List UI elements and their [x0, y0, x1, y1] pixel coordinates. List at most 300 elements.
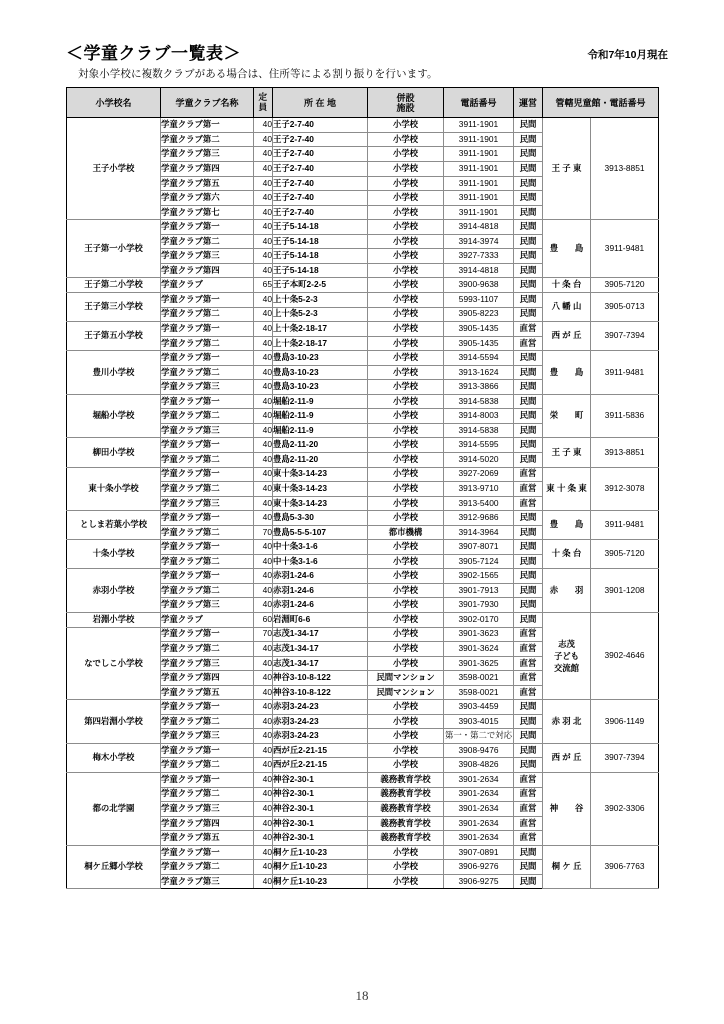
facility-header-line1: 併設	[396, 92, 415, 103]
cell-facility: 小学校	[368, 205, 444, 220]
cell-phone: 3914-5020	[444, 452, 514, 467]
cell-school-name: 王子第一小学校	[67, 220, 161, 278]
cell-management: 民間	[514, 365, 543, 380]
cell-phone: 3927-7333	[444, 249, 514, 264]
cell-capacity: 40	[254, 656, 273, 671]
cell-management: 直営	[514, 467, 543, 482]
cell-club-name: 学童クラブ第三	[161, 380, 254, 395]
cell-address: 神谷3-10-8-122	[273, 671, 368, 686]
cell-hall-name: 西 が 丘	[543, 743, 591, 772]
cell-management: 直営	[514, 322, 543, 337]
cell-facility: 小学校	[368, 656, 444, 671]
cell-management: 民間	[514, 540, 543, 555]
cell-management: 直営	[514, 656, 543, 671]
cell-hall-phone: 3905-7120	[591, 540, 659, 569]
cell-phone: 3901-2634	[444, 802, 514, 817]
cell-hall-phone: 3902-4646	[591, 612, 659, 699]
table-body	[67, 118, 659, 889]
cell-management: 民間	[514, 380, 543, 395]
cell-hall-name: 十 条 台	[543, 278, 591, 293]
cell-address: 豊島3-10-23	[273, 365, 368, 380]
cell-facility: 義務教育学校	[368, 816, 444, 831]
cell-hall-name: 豊 島	[543, 220, 591, 278]
cell-club-name: 学童クラブ第一	[161, 351, 254, 366]
cell-management: 民間	[514, 249, 543, 264]
cell-phone: 3914-8003	[444, 409, 514, 424]
cell-capacity: 40	[254, 773, 273, 788]
cell-phone: 3598-0021	[444, 671, 514, 686]
cell-hall-phone: 3911-9481	[591, 220, 659, 278]
table-row	[67, 278, 659, 293]
cell-management: 民間	[514, 147, 543, 162]
cell-club-name: 学童クラブ第二	[161, 787, 254, 802]
cell-address: 岩淵町6-6	[273, 612, 368, 627]
column-header-address: 所 在 地	[273, 88, 368, 118]
cell-club-name: 学童クラブ第三	[161, 249, 254, 264]
cell-address: 東十条3-14-23	[273, 467, 368, 482]
cell-hall-phone: 3906-7763	[591, 845, 659, 889]
cell-facility: 小学校	[368, 598, 444, 613]
cell-phone: 3911-1901	[444, 132, 514, 147]
cell-phone: 3901-3623	[444, 627, 514, 642]
cell-address: 豊島5-3-30	[273, 511, 368, 526]
cell-management: 直営	[514, 787, 543, 802]
cell-address: 桐ケ丘1-10-23	[273, 860, 368, 875]
cell-school-name: 赤羽小学校	[67, 569, 161, 613]
page-title: ＜学童クラブ一覧表＞	[66, 44, 241, 63]
cell-phone: 3911-1901	[444, 147, 514, 162]
document-date: 令和7年10月現在	[587, 49, 668, 62]
cell-school-name: 東十条小学校	[67, 467, 161, 511]
cell-management: 民間	[514, 845, 543, 860]
cell-phone: 3901-7930	[444, 598, 514, 613]
cell-hall-name: 桐 ケ 丘	[543, 845, 591, 889]
table-row	[67, 118, 659, 133]
cell-capacity: 40	[254, 162, 273, 177]
cell-school-name: 梅木小学校	[67, 743, 161, 772]
cell-management: 民間	[514, 700, 543, 715]
cell-capacity: 40	[254, 845, 273, 860]
cell-school-name: 柳田小学校	[67, 438, 161, 467]
table-row	[67, 511, 659, 526]
cell-hall-phone: 3907-7394	[591, 743, 659, 772]
cell-management: 民間	[514, 452, 543, 467]
cell-facility: 小学校	[368, 322, 444, 337]
column-header-phone: 電話番号	[444, 88, 514, 118]
cell-management: 民間	[514, 263, 543, 278]
cell-club-name: 学童クラブ第四	[161, 263, 254, 278]
cell-address: 豊島2-11-20	[273, 438, 368, 453]
cell-management: 直営	[514, 831, 543, 846]
cell-phone: 3907-0891	[444, 845, 514, 860]
cell-management: 直営	[514, 816, 543, 831]
cell-facility: 小学校	[368, 191, 444, 206]
cell-facility: 小学校	[368, 569, 444, 584]
cell-club-name: 学童クラブ第一	[161, 394, 254, 409]
cell-capacity: 40	[254, 234, 273, 249]
table-row	[67, 438, 659, 453]
cell-school-name: 王子第二小学校	[67, 278, 161, 293]
table-row	[67, 700, 659, 715]
cell-management: 民間	[514, 351, 543, 366]
table-row	[67, 220, 659, 235]
cell-phone: 3913-5400	[444, 496, 514, 511]
cell-club-name: 学童クラブ第三	[161, 802, 254, 817]
cell-facility: 小学校	[368, 307, 444, 322]
cell-hall-phone: 3913-8851	[591, 118, 659, 220]
cell-phone: 3913-1624	[444, 365, 514, 380]
cell-club-name: 学童クラブ第一	[161, 845, 254, 860]
cell-club-name: 学童クラブ第二	[161, 409, 254, 424]
cell-school-name: 岩淵小学校	[67, 612, 161, 627]
cell-club-name: 学童クラブ第四	[161, 671, 254, 686]
cell-address: 上十条2-18-17	[273, 336, 368, 351]
cell-school-name: なでしこ小学校	[67, 627, 161, 700]
cell-club-name: 学童クラブ第二	[161, 132, 254, 147]
cell-management: 直営	[514, 482, 543, 497]
cell-address: 東十条3-14-23	[273, 496, 368, 511]
cell-phone: 3913-3866	[444, 380, 514, 395]
table-header	[67, 88, 659, 118]
cell-facility: 小学校	[368, 511, 444, 526]
cell-management: 民間	[514, 438, 543, 453]
cell-address: 王子本町2-2-5	[273, 278, 368, 293]
cell-phone: 3914-5838	[444, 423, 514, 438]
cell-club-name: 学童クラブ第二	[161, 714, 254, 729]
cell-capacity: 40	[254, 467, 273, 482]
cell-capacity: 40	[254, 249, 273, 264]
cell-management: 民間	[514, 118, 543, 133]
cell-phone: 3598-0021	[444, 685, 514, 700]
cell-club-name: 学童クラブ第三	[161, 496, 254, 511]
cell-club-name: 学童クラブ第一	[161, 743, 254, 758]
cell-hall-phone: 3913-8851	[591, 438, 659, 467]
cell-capacity: 65	[254, 278, 273, 293]
cell-capacity: 40	[254, 336, 273, 351]
hall-name-line: 子ども	[553, 651, 580, 662]
cell-hall-name: 赤 羽	[543, 569, 591, 613]
cell-address: 赤羽1-24-6	[273, 598, 368, 613]
cell-capacity: 40	[254, 176, 273, 191]
cell-club-name: 学童クラブ第五	[161, 685, 254, 700]
cell-address: 神谷2-30-1	[273, 787, 368, 802]
cell-capacity: 40	[254, 380, 273, 395]
facility-header-line2: 施設	[396, 102, 415, 113]
cell-facility: 小学校	[368, 860, 444, 875]
cell-capacity: 40	[254, 714, 273, 729]
cell-club-name: 学童クラブ第一	[161, 511, 254, 526]
table-row	[67, 394, 659, 409]
cell-capacity: 40	[254, 816, 273, 831]
table-row	[67, 612, 659, 627]
cell-school-name: としま若葉小学校	[67, 511, 161, 540]
cell-facility: 小学校	[368, 700, 444, 715]
cell-hall-phone: 3905-0713	[591, 292, 659, 321]
cell-club-name: 学童クラブ第二	[161, 860, 254, 875]
cell-hall-phone: 3911-9481	[591, 511, 659, 540]
table-row	[67, 351, 659, 366]
cell-club-name: 学童クラブ第四	[161, 816, 254, 831]
cell-phone: 3911-1901	[444, 191, 514, 206]
cell-phone: 3901-3625	[444, 656, 514, 671]
cell-address: 王子2-7-40	[273, 162, 368, 177]
cell-management: 直営	[514, 627, 543, 642]
cell-capacity: 40	[254, 118, 273, 133]
cell-phone: 3913-9710	[444, 482, 514, 497]
cell-address: 王子2-7-40	[273, 176, 368, 191]
cell-phone: 3914-5595	[444, 438, 514, 453]
table-row	[67, 467, 659, 482]
cell-phone: 3906-9276	[444, 860, 514, 875]
cell-management: 民間	[514, 176, 543, 191]
cell-address: 豊島2-11-20	[273, 452, 368, 467]
cell-facility: 小学校	[368, 234, 444, 249]
cell-phone: 3901-2634	[444, 773, 514, 788]
cell-hall-name: 赤 羽 北	[543, 700, 591, 744]
cell-address: 志茂1-34-17	[273, 656, 368, 671]
cell-capacity: 40	[254, 496, 273, 511]
cell-management: 民間	[514, 743, 543, 758]
cell-facility: 小学校	[368, 365, 444, 380]
title-row	[66, 44, 668, 64]
cell-management: 民間	[514, 132, 543, 147]
cell-facility: 義務教育学校	[368, 787, 444, 802]
cell-phone: 3906-9275	[444, 874, 514, 889]
cell-phone: 3912-9686	[444, 511, 514, 526]
cell-address: 王子5-14-18	[273, 220, 368, 235]
cell-school-name: 都の北学園	[67, 773, 161, 846]
cell-facility: 小学校	[368, 554, 444, 569]
cell-address: 王子5-14-18	[273, 249, 368, 264]
cell-management: 民間	[514, 860, 543, 875]
cell-hall-phone: 3911-5836	[591, 394, 659, 438]
cell-address: 東十条3-14-23	[273, 482, 368, 497]
cell-club-name: 学童クラブ第一	[161, 438, 254, 453]
cell-address: 赤羽3-24-23	[273, 714, 368, 729]
cell-capacity: 40	[254, 569, 273, 584]
cell-facility: 小学校	[368, 249, 444, 264]
cell-management: 民間	[514, 409, 543, 424]
cell-management: 直営	[514, 773, 543, 788]
cell-hall-phone: 3906-1149	[591, 700, 659, 744]
cell-capacity: 40	[254, 452, 273, 467]
cell-capacity: 40	[254, 423, 273, 438]
cell-club-name: 学童クラブ第一	[161, 292, 254, 307]
cell-club-name: 学童クラブ第七	[161, 205, 254, 220]
cell-club-name: 学童クラブ第一	[161, 540, 254, 555]
cell-phone: 3905-8223	[444, 307, 514, 322]
cell-capacity: 40	[254, 540, 273, 555]
cell-phone: 3903-4459	[444, 700, 514, 715]
cell-facility: 民間マンション	[368, 685, 444, 700]
cell-school-name: 第四岩淵小学校	[67, 700, 161, 744]
cell-hall-name: 豊 島	[543, 511, 591, 540]
cell-management: 民間	[514, 729, 543, 744]
cell-club-name: 学童クラブ第二	[161, 452, 254, 467]
cell-club-name: 学童クラブ第二	[161, 365, 254, 380]
cell-hall-phone: 3901-1208	[591, 569, 659, 613]
cell-address: 桐ケ丘1-10-23	[273, 845, 368, 860]
cell-management: 直営	[514, 642, 543, 657]
cell-address: 堀船2-11-9	[273, 409, 368, 424]
column-header-management: 運営	[514, 88, 543, 118]
cell-hall-name: 西 が 丘	[543, 322, 591, 351]
cell-facility: 小学校	[368, 612, 444, 627]
cell-phone: 3908-4826	[444, 758, 514, 773]
cell-hall-name: 王 子 東	[543, 118, 591, 220]
cell-club-name: 学童クラブ第一	[161, 700, 254, 715]
cell-management: 民間	[514, 511, 543, 526]
cell-capacity: 40	[254, 671, 273, 686]
capacity-header-line1: 定	[258, 92, 268, 103]
cell-facility: 小学校	[368, 351, 444, 366]
cell-facility: 小学校	[368, 394, 444, 409]
cell-address: 赤羽3-24-23	[273, 700, 368, 715]
cell-facility: 小学校	[368, 263, 444, 278]
cell-capacity: 70	[254, 525, 273, 540]
cell-hall-name: 豊 島	[543, 351, 591, 395]
cell-capacity: 40	[254, 874, 273, 889]
cell-facility: 小学校	[368, 452, 444, 467]
cell-facility: 義務教育学校	[368, 831, 444, 846]
cell-hall-phone: 3907-7394	[591, 322, 659, 351]
cell-facility: 小学校	[368, 176, 444, 191]
cell-management: 民間	[514, 598, 543, 613]
cell-capacity: 40	[254, 685, 273, 700]
cell-facility: 小学校	[368, 482, 444, 497]
cell-management: 民間	[514, 394, 543, 409]
cell-address: 上十条2-18-17	[273, 322, 368, 337]
cell-facility: 小学校	[368, 743, 444, 758]
cell-club-name: 学童クラブ第一	[161, 220, 254, 235]
cell-hall-name	[543, 612, 591, 699]
cell-hall-phone: 3911-9481	[591, 351, 659, 395]
cell-management: 民間	[514, 874, 543, 889]
cell-club-name: 学童クラブ第四	[161, 162, 254, 177]
cell-phone: 3911-1901	[444, 176, 514, 191]
cell-address: 豊島3-10-23	[273, 380, 368, 395]
gakudo-club-table	[66, 87, 659, 889]
cell-management: 民間	[514, 234, 543, 249]
cell-club-name: 学童クラブ第二	[161, 583, 254, 598]
cell-capacity: 40	[254, 554, 273, 569]
cell-facility: 小学校	[368, 423, 444, 438]
cell-facility: 小学校	[368, 758, 444, 773]
cell-facility: 小学校	[368, 147, 444, 162]
cell-club-name: 学童クラブ	[161, 612, 254, 627]
cell-phone: 3914-5838	[444, 394, 514, 409]
cell-address: 神谷2-30-1	[273, 802, 368, 817]
cell-facility: 小学校	[368, 336, 444, 351]
cell-phone: 3901-2634	[444, 831, 514, 846]
cell-hall-phone: 3905-7120	[591, 278, 659, 293]
hall-name-line: 志茂	[558, 638, 575, 649]
capacity-header-line2: 員	[258, 101, 268, 112]
cell-school-name: 豊川小学校	[67, 351, 161, 395]
cell-management: 民間	[514, 205, 543, 220]
cell-capacity: 40	[254, 205, 273, 220]
cell-phone: 3905-1435	[444, 322, 514, 337]
cell-capacity: 40	[254, 482, 273, 497]
cell-capacity: 40	[254, 263, 273, 278]
cell-club-name: 学童クラブ第五	[161, 831, 254, 846]
table-row	[67, 845, 659, 860]
cell-facility: 小学校	[368, 278, 444, 293]
cell-management: 民間	[514, 307, 543, 322]
cell-facility: 小学校	[368, 118, 444, 133]
cell-school-name: 王子小学校	[67, 118, 161, 220]
cell-capacity: 40	[254, 191, 273, 206]
cell-club-name: 学童クラブ第二	[161, 482, 254, 497]
cell-club-name: 学童クラブ第三	[161, 874, 254, 889]
cell-facility: 小学校	[368, 627, 444, 642]
cell-management: 直営	[514, 685, 543, 700]
column-header-capacity	[254, 88, 273, 118]
cell-address: 赤羽3-24-23	[273, 729, 368, 744]
cell-hall-name: 栄 町	[543, 394, 591, 438]
cell-capacity: 40	[254, 787, 273, 802]
cell-phone: 3911-1901	[444, 205, 514, 220]
cell-facility: 小学校	[368, 729, 444, 744]
cell-capacity: 40	[254, 220, 273, 235]
cell-facility: 義務教育学校	[368, 802, 444, 817]
cell-club-name: 学童クラブ第二	[161, 525, 254, 540]
cell-management: 民間	[514, 758, 543, 773]
cell-hall-name: 東 十 条 東	[543, 467, 591, 511]
cell-facility: 義務教育学校	[368, 773, 444, 788]
cell-club-name: 学童クラブ第一	[161, 118, 254, 133]
cell-capacity: 60	[254, 612, 273, 627]
cell-phone: 3914-4818	[444, 220, 514, 235]
cell-facility: 民間マンション	[368, 671, 444, 686]
cell-phone: 3908-9476	[444, 743, 514, 758]
cell-hall-name: 神 谷	[543, 773, 591, 846]
table-row	[67, 743, 659, 758]
cell-facility: 小学校	[368, 845, 444, 860]
cell-address: 神谷3-10-8-122	[273, 685, 368, 700]
cell-facility: 小学校	[368, 583, 444, 598]
cell-capacity: 40	[254, 583, 273, 598]
cell-address: 桐ケ丘1-10-23	[273, 874, 368, 889]
cell-facility: 小学校	[368, 642, 444, 657]
cell-address: 上十条5-2-3	[273, 292, 368, 307]
column-header-school: 小学校名	[67, 88, 161, 118]
cell-management: 民間	[514, 162, 543, 177]
cell-school-name: 王子第三小学校	[67, 292, 161, 321]
cell-phone: 3901-7913	[444, 583, 514, 598]
cell-facility: 小学校	[368, 132, 444, 147]
cell-address: 王子2-7-40	[273, 191, 368, 206]
cell-phone: 3914-4818	[444, 263, 514, 278]
cell-management: 民間	[514, 278, 543, 293]
cell-facility: 小学校	[368, 874, 444, 889]
cell-club-name: 学童クラブ	[161, 278, 254, 293]
cell-facility: 小学校	[368, 467, 444, 482]
cell-management: 直営	[514, 802, 543, 817]
cell-facility: 小学校	[368, 540, 444, 555]
cell-management: 民間	[514, 554, 543, 569]
cell-management: 民間	[514, 220, 543, 235]
cell-club-name: 学童クラブ第一	[161, 627, 254, 642]
cell-facility: 小学校	[368, 162, 444, 177]
cell-phone: 3905-7124	[444, 554, 514, 569]
cell-phone: 5993-1107	[444, 292, 514, 307]
cell-management: 民間	[514, 569, 543, 584]
table-row	[67, 773, 659, 788]
cell-capacity: 40	[254, 409, 273, 424]
cell-facility: 小学校	[368, 380, 444, 395]
cell-club-name: 学童クラブ第二	[161, 234, 254, 249]
